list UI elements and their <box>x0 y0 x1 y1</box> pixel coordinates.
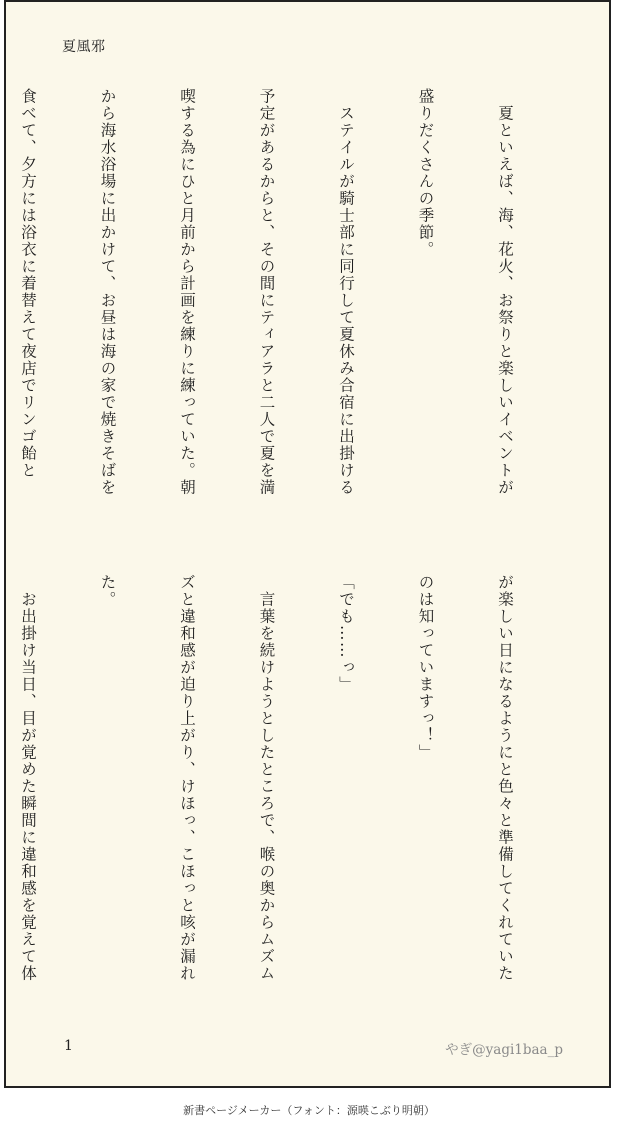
text-column: 喫する為にひと月前から計画を練りに練っていた。朝 <box>178 88 196 496</box>
text-block-bottom <box>19 574 571 1014</box>
text-column: た。 <box>98 574 117 608</box>
text-column: お出掛け当日、目が覚めた瞬間に違和感を覚えて体 <box>19 574 37 982</box>
text-block-top <box>19 88 571 528</box>
text-column: が楽しい日になるようにと色々と準備してくれていた <box>496 574 514 982</box>
text-column: 言葉を続けようとしたところで、喉の奥からムズム <box>257 574 276 982</box>
story-title: 夏風邪 <box>62 39 106 55</box>
manuscript-page <box>4 0 611 1088</box>
text-column: 夏といえば、海、花火、お祭りと楽しいイベントが <box>496 88 514 496</box>
author-handle: やぎ@yagi1baa_p <box>445 1042 563 1058</box>
text-column: 食べて、夕方には浴衣に着替えて夜店でリンゴ飴と <box>19 88 37 479</box>
text-column: 「でも……っ」 <box>337 574 355 693</box>
text-column: ズと違和感が迫り上がり、けほっ、こほっと咳が漏れ <box>178 574 196 982</box>
footer-credit: 新書ページメーカー（フォント：源暎こぶり明朝） <box>183 1104 435 1117</box>
text-column: のは知っていますっ！」 <box>416 574 435 761</box>
page-number: 1 <box>64 1038 73 1054</box>
text-column: 予定があるからと、その間にティアラと二人で夏を満 <box>257 88 276 496</box>
text-column: ステイルが騎士部に同行して夏休み合宿に出掛ける <box>337 88 355 496</box>
text-column: 盛りだくさんの季節。 <box>416 88 435 258</box>
text-column: から海水浴場に出かけて、お昼は海の家で焼きそばを <box>98 88 117 496</box>
